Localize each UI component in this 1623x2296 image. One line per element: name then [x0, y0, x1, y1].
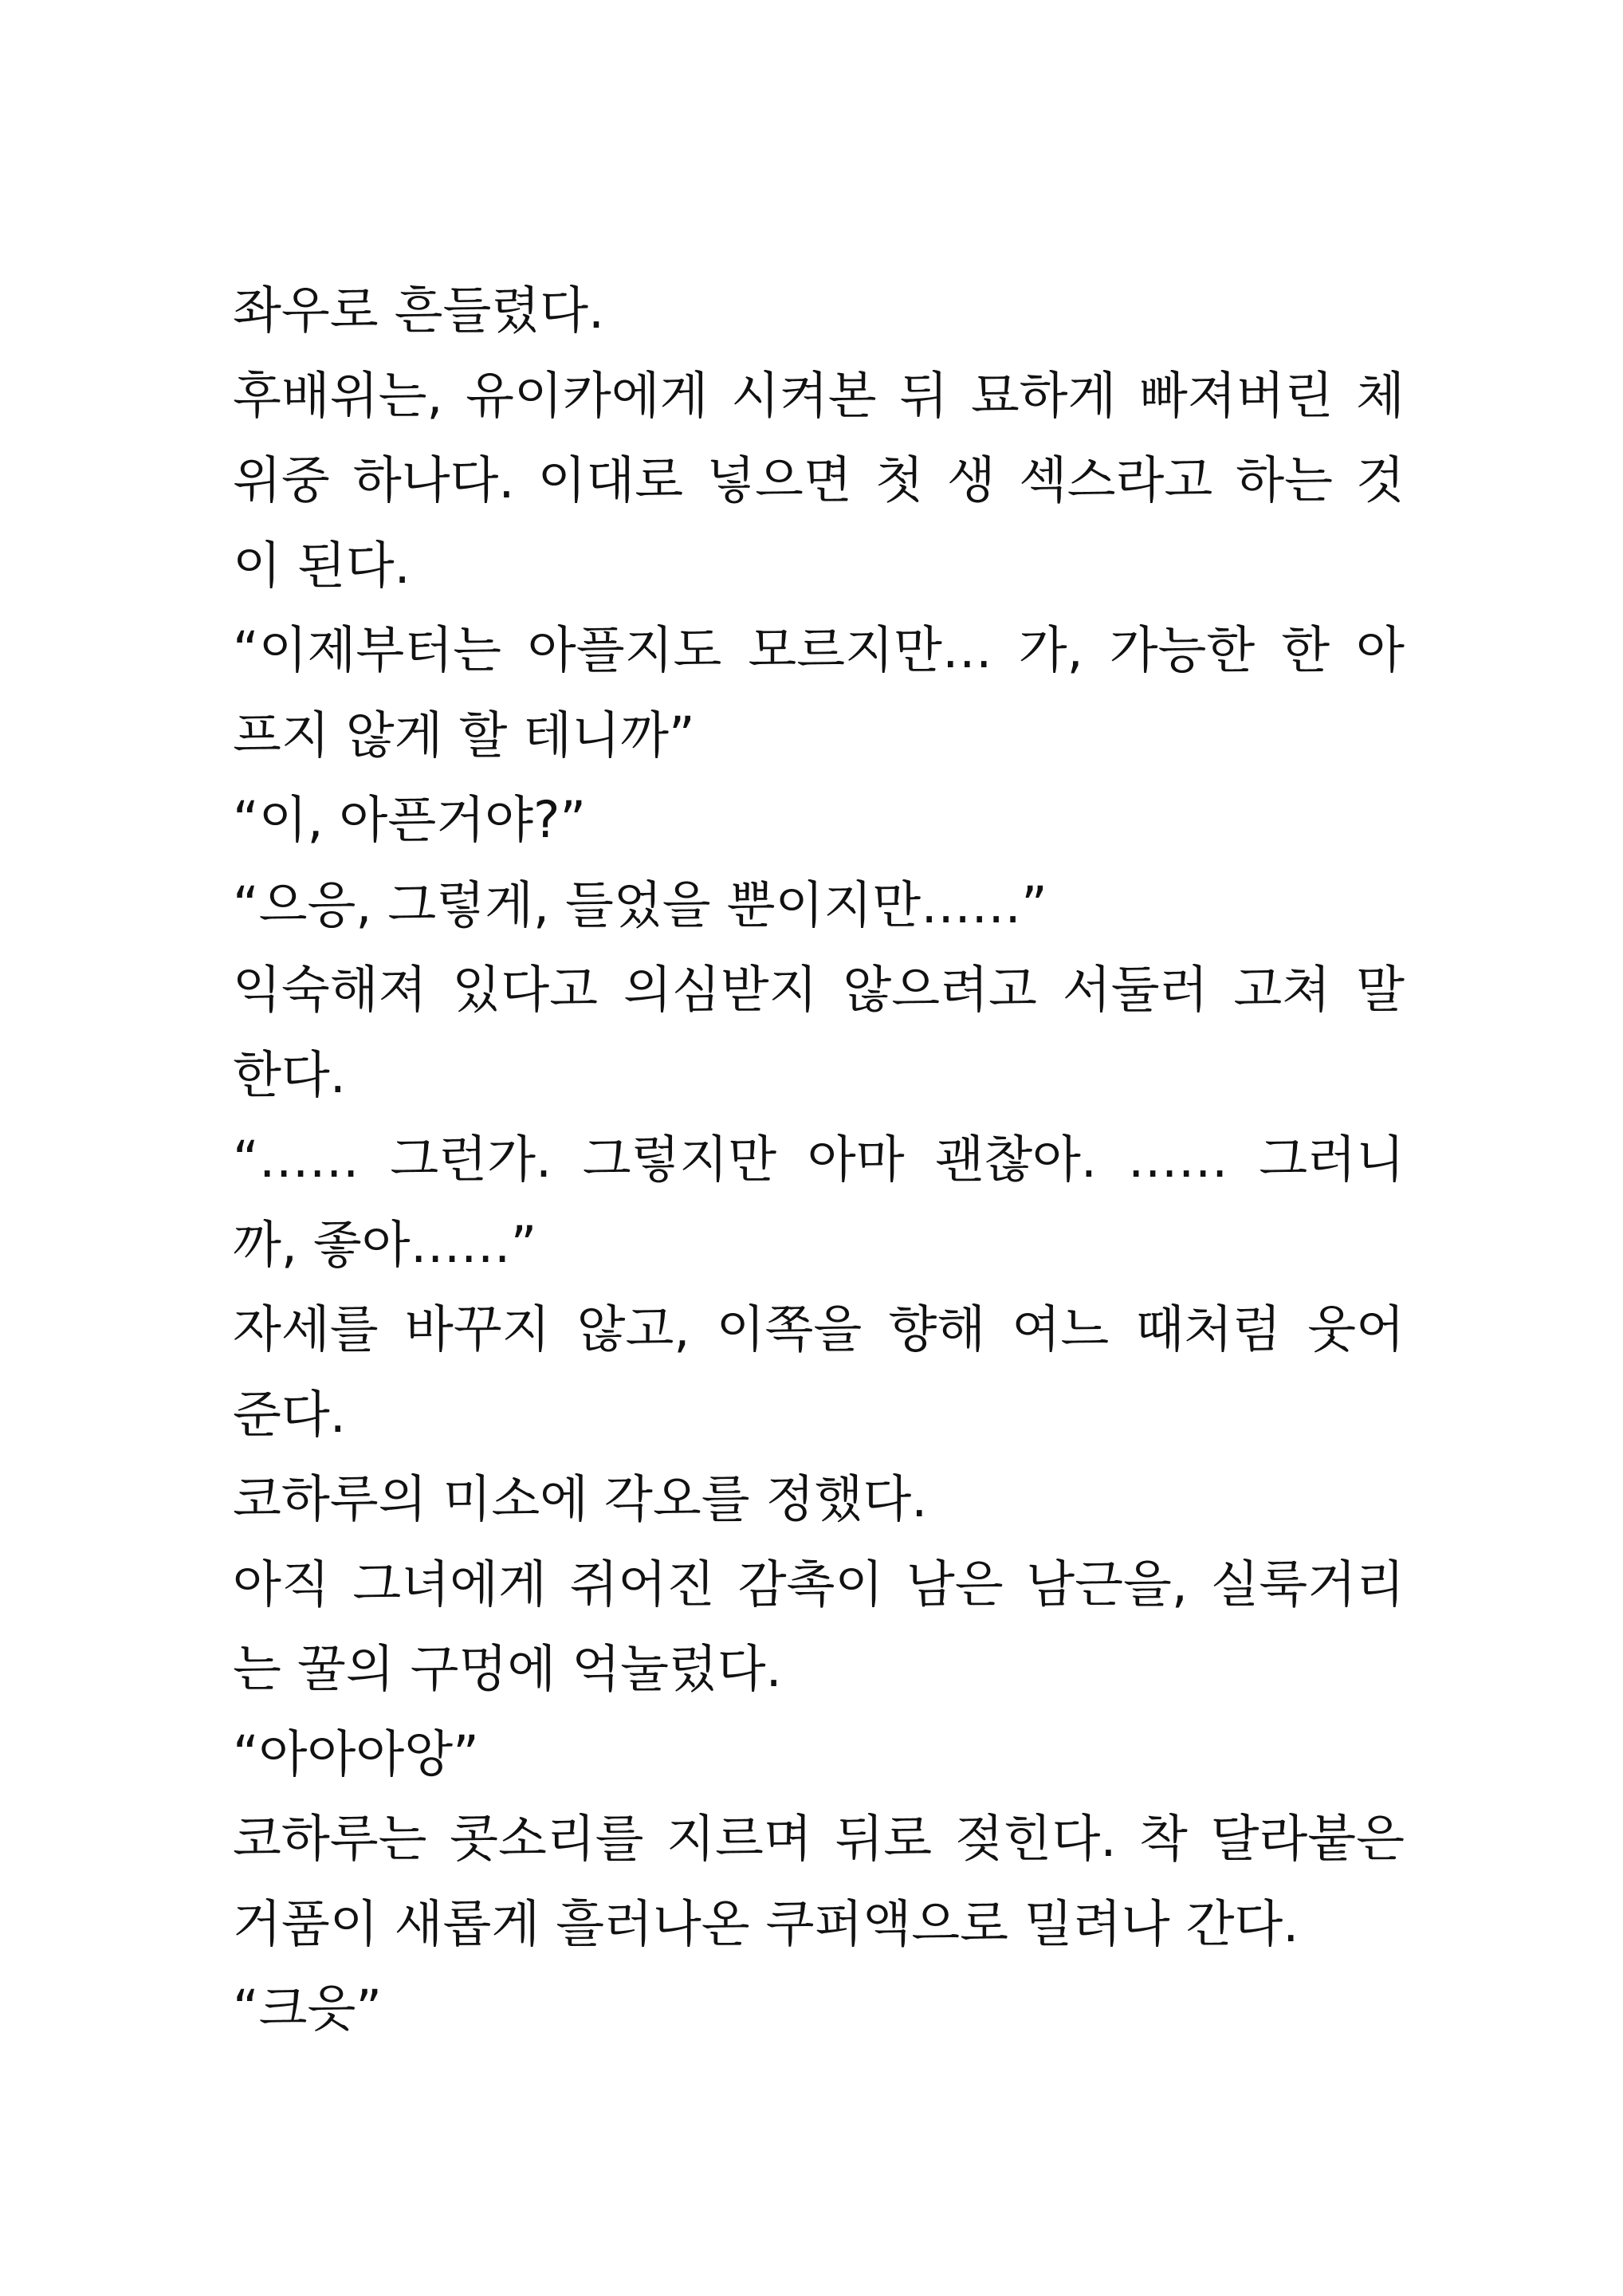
- text-line: 프지 않게 할 테니까”: [233, 706, 695, 765]
- text-line: “으응, 그렇게, 들었을 뿐이지만……”: [233, 875, 1047, 934]
- text-line: 자세를 바꾸지 않고, 이쪽을 향해 여느 때처럼 웃어: [233, 1300, 1405, 1358]
- text-line: “이제부터는 아플지도 모르지만… 가, 가능한 한 아: [233, 621, 1405, 679]
- body-text: [233, 269, 1405, 2052]
- text-line: 익숙해져 있다고 의심받지 않으려고 서둘러 고쳐 말: [233, 961, 1405, 1019]
- text-line: 한다.: [233, 1045, 346, 1104]
- text-line: 후배위는, 유이카에게 시켜본 뒤 묘하게 빠져버린 체: [233, 366, 1405, 425]
- text-line: “아아아앙”: [233, 1724, 479, 1783]
- text-line: 좌우로 흔들렸다.: [233, 281, 605, 340]
- text-line: 이 된다.: [233, 536, 411, 595]
- text-line: 까, 좋아……”: [233, 1215, 537, 1274]
- text-line: 거품이 새롭게 흘러나온 쿠퍼액으로 밀려나 간다.: [233, 1894, 1299, 1953]
- text-line: “이, 아픈거야?”: [233, 791, 587, 849]
- text-line: 는 꿀의 구멍에 억눌렀다.: [233, 1640, 782, 1698]
- text-line: 아직 그녀에게 쥐어진 감촉이 남은 남근을, 실룩거리: [233, 1555, 1405, 1614]
- text-line: “…… 그런가. 그렇지만 아마 괜찮아. …… 그러니: [233, 1130, 1405, 1189]
- text-line: 위중 하나다. 이대로 넣으면 첫 생 섹스라고 하는 것: [233, 451, 1405, 509]
- text-line: 코하루의 미소에 각오를 정했다.: [233, 1470, 928, 1528]
- text-line: 준다.: [233, 1385, 346, 1444]
- text-line: “크읏”: [233, 1980, 382, 2038]
- text-line: 코하루는 콧소리를 지르며 뒤로 젖힌다. 착 달라붙은: [233, 1810, 1405, 1868]
